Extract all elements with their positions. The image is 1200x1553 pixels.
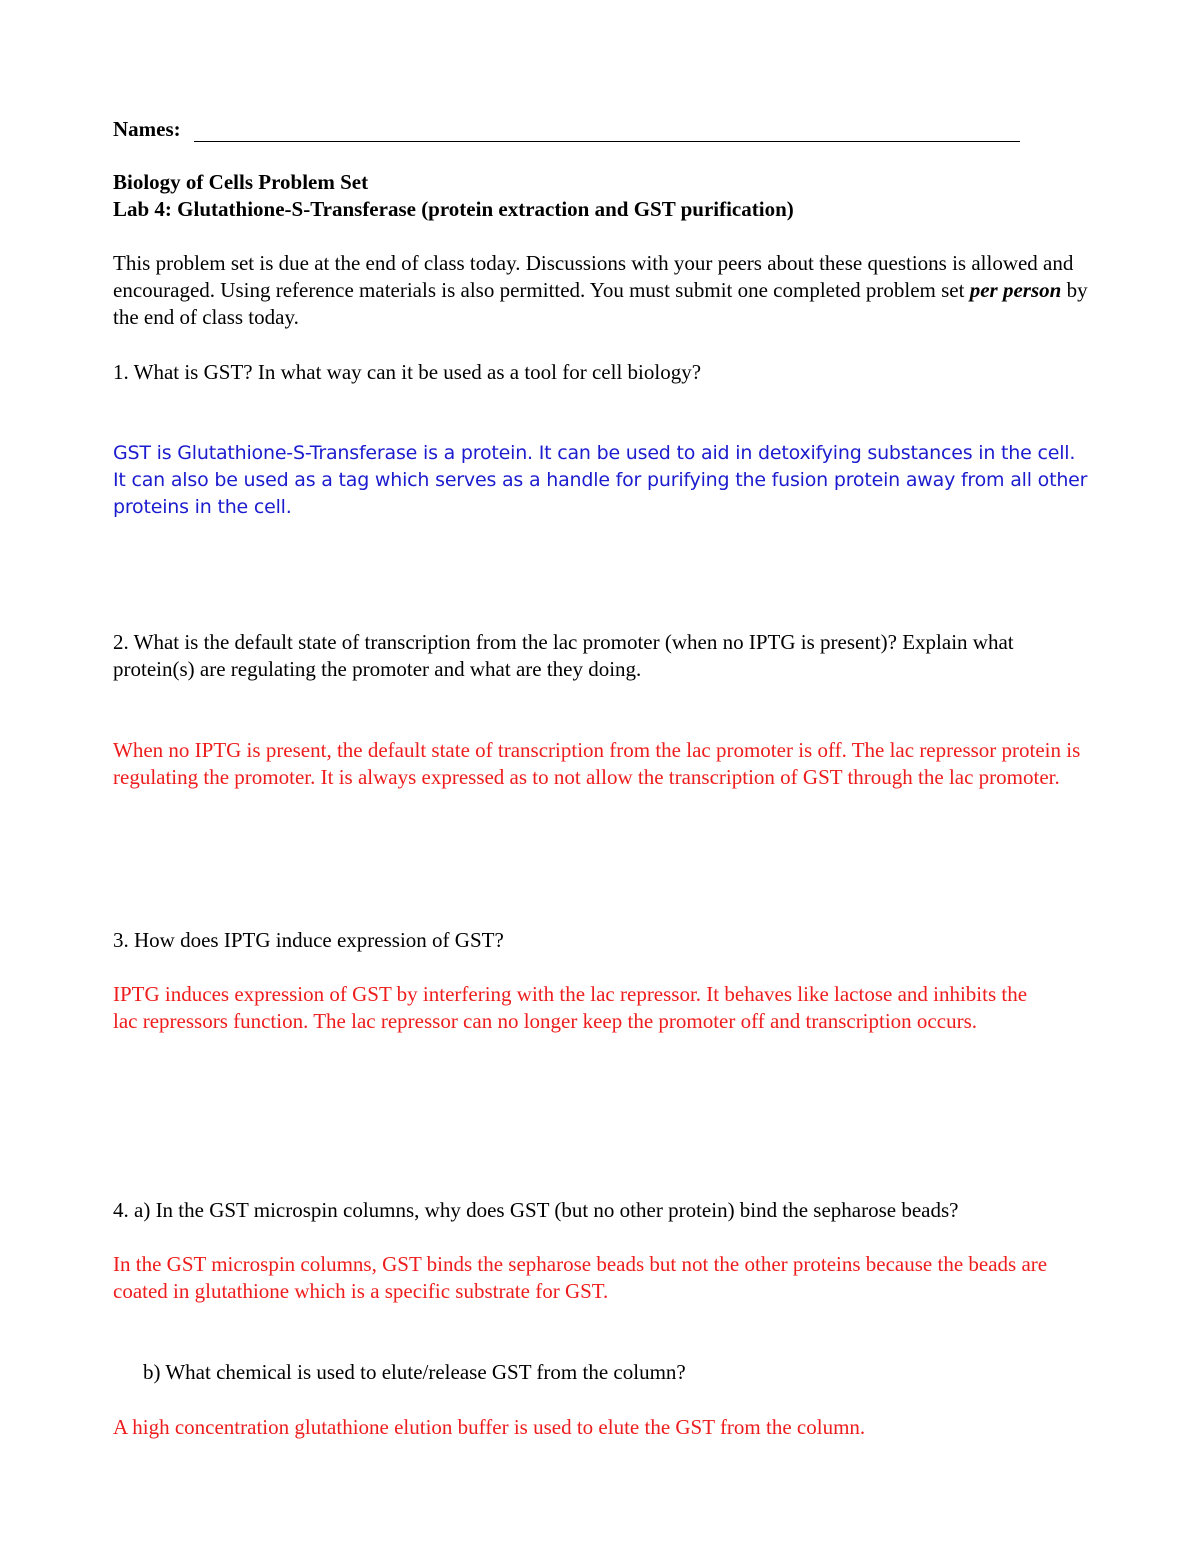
answer-1: GST is Glutathione-S-Transferase is a protein. It can be used to aid in detoxifying substances in the cell. It can also be used as a tag which serves as a handle for purifying the fusion protein away from all other proteins in the cell. [113,442,1088,518]
lab-title: Lab 4: Glutathione-S-Transferase (protein extraction and GST purification) [113,197,794,221]
document-title: Biology of Cells Problem Set [113,170,369,194]
intro-emphasis: per person [969,278,1062,302]
intro-text-before: This problem set is due at the end of class today. Discussions with your peers about these questions is allowed and encouraged. Using reference materials is also permitted. You must submit one completed problem set [113,251,1074,302]
answer-4a: In the GST microspin columns, GST binds the sepharose beads but not the other proteins because the beads are coated in glutathione which is a specific substrate for GST. [113,1252,1048,1303]
answer-2: When no IPTG is present, the default state of transcription from the lac promoter is off. The lac repressor protein is regulating the promoter. It is always expressed as to not allow the transcription of GST through the lac promoter. [113,738,1081,789]
intro-text-after: by the end of class today. [113,278,1088,329]
names-label: Names: [113,117,181,141]
question-4a: 4. a) In the GST microspin columns, why does GST (but no other protein) bind the sepharose beads? [113,1198,959,1222]
names-underline [194,141,1020,142]
answer-3: IPTG induces expression of GST by interfering with the lac repressor. It behaves like lactose and inhibits the lac repressors function. The lac repressor can no longer keep the promoter off and transcription occurs. [113,982,1028,1033]
intro-paragraph [113,250,1088,331]
answer-4b: A high concentration glutathione elution buffer is used to elute the GST from the column. [113,1415,866,1439]
question-4b: b) What chemical is used to elute/release GST from the column? [143,1360,686,1384]
question-3: 3. How does IPTG induce expression of GST? [113,928,504,952]
question-2: 2. What is the default state of transcription from the lac promoter (when no IPTG is present)? Explain what protein(s) are regulating the promoter and what are they doing. [113,630,1014,681]
names-field [113,116,1023,144]
question-1: 1. What is GST? In what way can it be used as a tool for cell biology? [113,360,702,384]
